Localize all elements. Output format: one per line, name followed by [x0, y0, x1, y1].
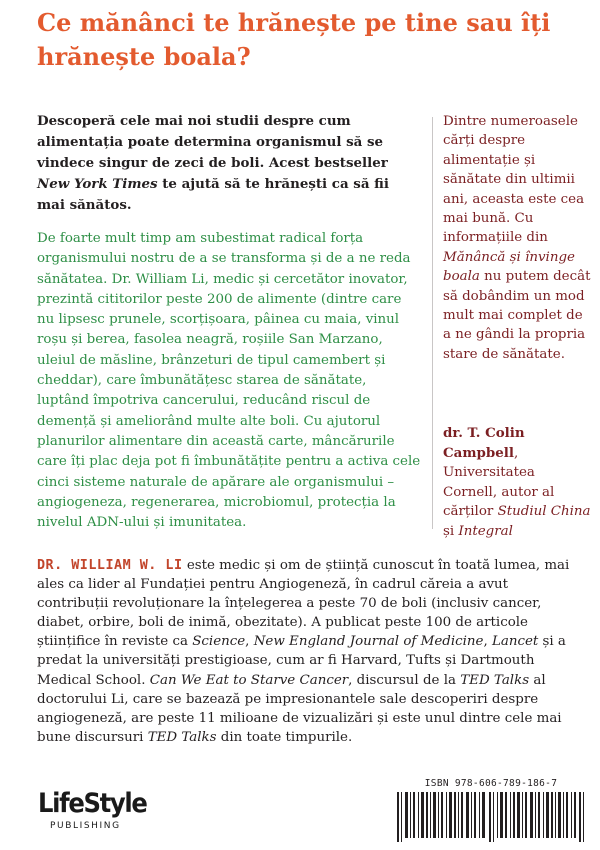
- attribution-name-1: dr. T. Colin: [443, 425, 525, 441]
- intro-italic: New York Times: [37, 176, 158, 192]
- isbn-label: ISBN 978-606-789-186-7: [424, 778, 558, 789]
- journal-science: Science: [192, 634, 246, 650]
- description-paragraph: De foarte mult timp am subestimat radical forța organismului nostru de a se transforma și de a ne reda sănătatea. Dr. William Li, medic și cercetător inovator, prezintă cititorilor peste 200 de alimente (dintre care nu lipsesc prunele, scorțișoara, pâinea cu maia, vinul roșu și berea, fasolea neagră, roșiile San Marzano, uleiul de măsline, brânzeturi de tipul camembert și cheddar), care îmbunătățesc starea de sănătate, luptând împotriva cancerului, reducând riscul de demență și ameliorând multe alte boli. Cu ajutorul planurilor alimentare din această carte, mâncărurile care îți plac deja pot fi îmbunătățite pentru a activa cele cinci sisteme naturale de apărare ale organismului – angiogeneza, regenerarea, microbiomul, protecția la nivelul ADN-ului și imunitatea.: [37, 231, 421, 531]
- author-bio: [37, 556, 582, 747]
- quote-attribution: [443, 424, 593, 542]
- quote-text-1: Dintre numeroasele cărți despre alimentație și sănătate din ultimii ani, aceasta este cea mai bună. Cu informațiile din: [443, 114, 585, 246]
- endorsement-quote: [443, 112, 593, 364]
- bio-text-4: al doctorului Li, care se bazează pe impresionantele sale descoperiri despre angiogeneză, are peste 11 milioane de vizualizări și este unul dintre cele mai bune discursuri: [37, 672, 562, 745]
- bio-text-2: și a predat la universități prestigioase, cum ar fi Harvard, Tufts și Dartmouth Medical School.: [37, 634, 566, 688]
- intro-paragraph: [37, 111, 417, 216]
- publisher-logo-subtext: PUBLISHING: [50, 821, 121, 831]
- bio-text-3: , discursul de la: [348, 672, 461, 688]
- publisher-logo-text: LifeStyle: [38, 788, 147, 819]
- author-name: DR. WILLIAM W. LI: [37, 558, 183, 573]
- publisher-logo: [38, 789, 168, 831]
- column-divider: [432, 117, 433, 529]
- attribution-name-2: Campbell: [443, 444, 514, 461]
- bio-sep-1: ,: [245, 634, 254, 650]
- ted-talks-2: TED Talks: [147, 729, 217, 745]
- intro-text-2: te ajută să te hrănești ca să fii mai sănătos.: [37, 176, 390, 213]
- journal-lancet: Lancet: [491, 634, 539, 650]
- bio-sep-2: ,: [483, 634, 492, 650]
- ted-talks-1: TED Talks: [460, 672, 530, 688]
- talk-title: Can We Eat to Starve Cancer: [149, 672, 349, 688]
- barcode-block: [391, 778, 591, 850]
- attribution-affiliation: , Universitatea Cornell, autor al cărților: [443, 445, 555, 520]
- attribution-book-2: Integral: [458, 523, 513, 539]
- attribution-and: și: [443, 523, 459, 539]
- page-title: Ce mănânci te hrănește pe tine sau îți hrănește boala?: [37, 8, 551, 71]
- quote-book-title: Mănâncă și învinge boala: [443, 249, 575, 285]
- bio-text-1: este medic și om de știință cunoscut în toată lumea, mai ales ca lider al Fundației pentru Angiogeneză, în cadrul căreia a avut contribuții revoluționare la înțelegerea a peste 70 de boli (inclusiv cancer, diabet, orbire, boli de inimă, obezitate). A publicat peste 100 de articole științifice în reviste ca: [37, 558, 570, 650]
- barcode-icon: [395, 792, 587, 842]
- attribution-book-1: Studiul China: [497, 504, 591, 520]
- quote-text-2: nu putem decât să dobândim un mod mult mai complet de a ne gândi la propria stare de sănătate.: [443, 269, 591, 362]
- journal-nejm: New England Journal of Medicine: [253, 634, 484, 650]
- intro-text-1: Descoperă cele mai noi studii despre cum alimentația poate determina organismul să se vindece singur de zeci de boli. Acest bestseller: [37, 113, 388, 171]
- bio-text-5: din toate timpurile.: [216, 729, 353, 745]
